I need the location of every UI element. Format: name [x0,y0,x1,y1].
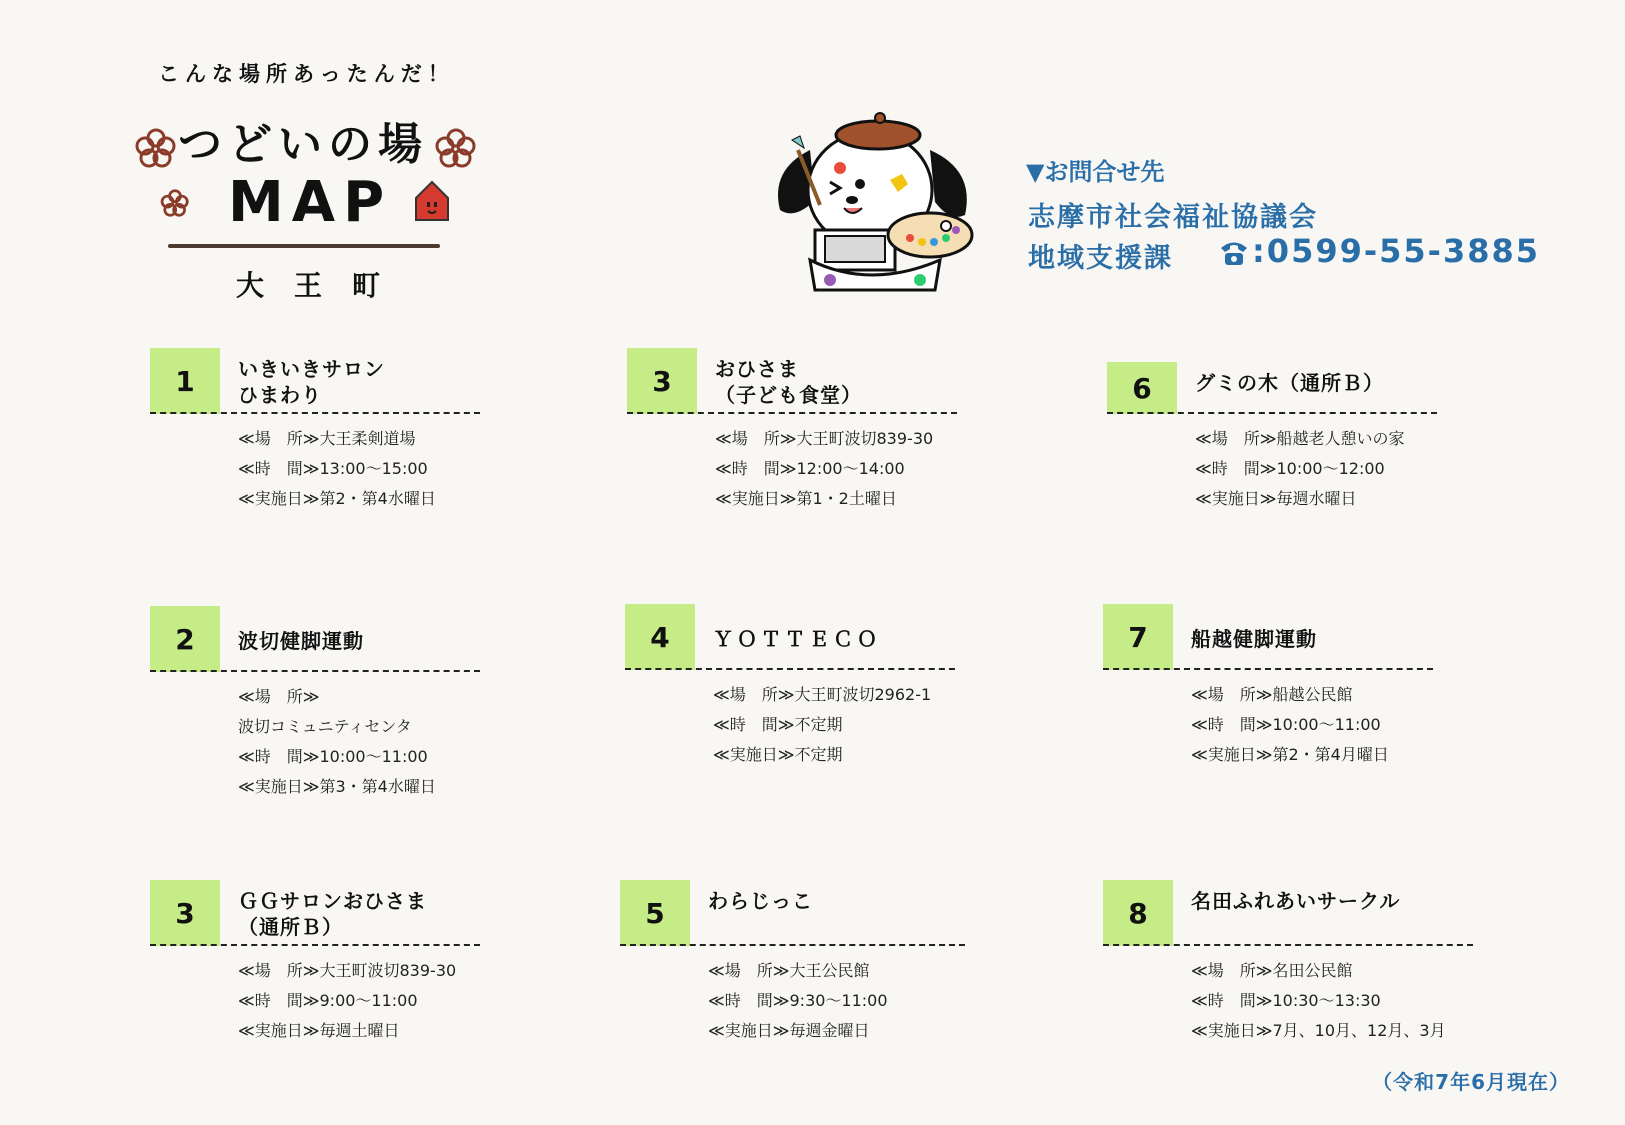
venue-details [1191,680,1389,770]
venue-days: ≪実施日≫第1・2土曜日 [715,489,897,508]
venue-days: ≪実施日≫毎週金曜日 [708,1021,870,1040]
venue-location: ≪場 所≫名田公民館 [1191,961,1353,980]
tagline: こんな場所あったんだ！ [158,62,455,86]
venue-number: 3 [150,880,220,946]
venue-time: ≪時 間≫10:00～11:00 [238,747,428,766]
venue-time: ≪時 間≫10:00～12:00 [1195,459,1385,478]
venue-details [238,424,436,514]
venue-number: 7 [1103,604,1173,670]
venue-location: ≪場 所≫大王町波切839-30 [715,429,934,448]
dashed-divider [1103,944,1473,946]
venue-location: ≪場 所≫大王町波切839-30 [238,961,457,980]
venue-location: ≪場 所≫船越老人憩いの家 [1195,429,1405,448]
dashed-divider [150,412,480,414]
house-icon [414,180,450,222]
title-line2: MAP [228,170,393,235]
venue-title: おひさま （子ども食堂） [715,357,862,407]
venue-title: 名田ふれあいサークル [1191,889,1401,913]
venue-location: ≪場 所≫ [238,687,320,706]
phone-icon [1218,239,1250,267]
venue-days: ≪実施日≫不定期 [713,745,843,764]
venue-title: ＧＧサロンおひさま （通所Ｂ） [238,889,427,939]
venue-details [708,956,888,1046]
contact-org: 志摩市社会福祉協議会 [1028,202,1318,233]
dashed-divider [1107,412,1437,414]
venue-details [238,682,436,802]
venue-title: 船越健脚運動 [1191,627,1317,651]
venue-title: わらじっこ [708,889,813,913]
dashed-divider [625,668,955,670]
dashed-divider [627,412,957,414]
venue-time: ≪時 間≫10:30～13:30 [1191,991,1381,1010]
venue-days: ≪実施日≫7月、10月、12月、3月 [1191,1021,1446,1040]
venue-number: 3 [627,348,697,414]
venue-days: ≪実施日≫毎週水曜日 [1195,489,1357,508]
flower-icon [434,126,478,170]
venue-time: ≪時 間≫13:00～15:00 [238,459,428,478]
venue-time: ≪時 間≫9:30～11:00 [708,991,888,1010]
venue-location: ≪場 所≫船越公民館 [1191,685,1353,704]
contact-phone-row [1218,232,1540,270]
venue-number: 2 [150,606,220,672]
venue-location: ≪場 所≫大王公民館 [708,961,870,980]
venue-days: ≪実施日≫第2・第4水曜日 [238,489,436,508]
venue-title: グミの木（通所Ｂ） [1195,371,1384,395]
venue-number: 6 [1107,362,1177,414]
dashed-divider [620,944,965,946]
venue-location: ≪場 所≫大王町波切2962-1 [713,685,932,704]
venue-time: ≪時 間≫10:00～11:00 [1191,715,1381,734]
contact-dept: 地域支援課 [1028,243,1173,274]
venue-location: ≪場 所≫大王柔剣道場 [238,429,416,448]
dog-painter-mascot-icon [770,110,980,295]
venue-details [1191,956,1446,1046]
venue-number: 1 [150,348,220,414]
venue-details [1195,424,1405,514]
venue-number: 8 [1103,880,1173,946]
dashed-divider [150,944,480,946]
venue-days: ≪実施日≫第2・第4月曜日 [1191,745,1389,764]
venue-number: 4 [625,604,695,670]
title-line1: つどいの場 [178,119,428,170]
dashed-divider [1103,668,1433,670]
venue-time: ≪時 間≫9:00～11:00 [238,991,418,1010]
contact-label: ▼お問合せ先 [1026,158,1165,186]
town-name: 大王町 [236,269,411,302]
venue-details [238,956,456,1046]
venue-title: ＹＯＴＴＥＣＯ [713,627,881,651]
contact-phone: :0599-55-3885 [1252,232,1541,270]
venue-details [713,680,931,770]
venue-location-name: 波切コミュニティセンタ [238,717,412,736]
venue-time: ≪時 間≫不定期 [713,715,843,734]
venue-title: いきいきサロン ひまわり [238,357,385,407]
venue-days: ≪実施日≫第3・第4水曜日 [238,777,436,796]
title-underline [168,244,440,248]
venue-number: 5 [620,880,690,946]
venue-time: ≪時 間≫12:00～14:00 [715,459,905,478]
small-flower-icon [160,188,190,218]
dashed-divider [150,670,480,672]
date-footer: （令和7年6月現在） [1372,1070,1570,1094]
flower-icon [134,126,178,170]
venue-days: ≪実施日≫毎週土曜日 [238,1021,400,1040]
venue-details [715,424,933,514]
venue-title: 波切健脚運動 [238,629,364,653]
